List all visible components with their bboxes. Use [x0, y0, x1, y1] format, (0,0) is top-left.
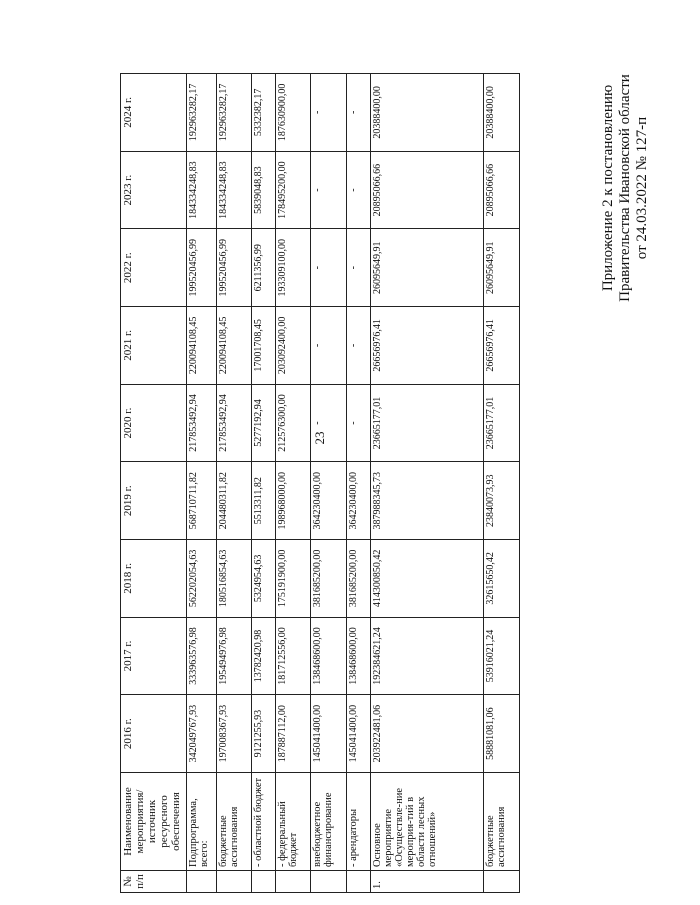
value-cell: 198968000,00 [275, 462, 311, 540]
table-header-row [121, 74, 187, 893]
annex-line-3: от 24.03.2022 № 127-п [634, 116, 650, 260]
value-cell: 5277192,94 [252, 384, 276, 462]
value-cell: 23665177,01 [370, 384, 484, 462]
row-name-cell: внебюджетное финансирование [311, 773, 347, 871]
value-cell: 387988345,73 [370, 462, 484, 540]
value-cell: - [346, 74, 370, 152]
table-row [370, 74, 484, 893]
value-cell: 184334248,83 [187, 151, 217, 229]
value-cell: 204480311,82 [216, 462, 252, 540]
value-cell: 6211356,99 [252, 229, 276, 307]
value-cell: 199520456,99 [187, 229, 217, 307]
header-cell: 2019 г. [121, 462, 187, 540]
row-name-cell: - областной бюджет [252, 773, 276, 871]
value-cell: 562202054,63 [187, 540, 217, 618]
value-cell: 20895066,66 [484, 151, 520, 229]
value-cell: 381685200,00 [311, 540, 347, 618]
value-cell: 175191900,00 [275, 540, 311, 618]
value-cell: 5324954,63 [252, 540, 276, 618]
value-cell: 184334248,83 [216, 151, 252, 229]
value-cell: 9121255,93 [252, 695, 276, 773]
value-cell: 192963282,17 [216, 74, 252, 152]
value-cell: 333963576,98 [187, 617, 217, 695]
value-cell: 138468600,00 [311, 617, 347, 695]
value-cell: 26095649,91 [370, 229, 484, 307]
table-row [275, 74, 311, 893]
value-cell: 5839048,83 [252, 151, 276, 229]
value-cell: 195494976,98 [216, 617, 252, 695]
header-cell: 2017 г. [121, 617, 187, 695]
value-cell: 20895066,66 [370, 151, 484, 229]
header-cell: 2024 г. [121, 74, 187, 152]
row-name-cell: бюджетные ассигнования [216, 773, 252, 871]
header-cell: 2023 г. [121, 151, 187, 229]
value-cell: 414300850,42 [370, 540, 484, 618]
value-cell: 5513311,82 [252, 462, 276, 540]
value-cell: - [311, 384, 347, 462]
value-cell: - [346, 384, 370, 462]
table-row [216, 74, 252, 893]
value-cell: 145041400,00 [346, 695, 370, 773]
value-cell: 138468600,00 [346, 617, 370, 695]
value-cell: 26656976,41 [370, 307, 484, 385]
value-cell: 180516854,63 [216, 540, 252, 618]
value-cell: 53916021,24 [484, 617, 520, 695]
value-cell: - [311, 307, 347, 385]
value-cell: 20388400,00 [370, 74, 484, 152]
row-number-cell [275, 871, 311, 893]
value-cell: 203092400,00 [275, 307, 311, 385]
funding-table-container [120, 73, 520, 893]
value-cell: 32615650,42 [484, 540, 520, 618]
funding-table [120, 73, 520, 893]
value-cell: 187630900,00 [275, 74, 311, 152]
value-cell: 187887112,00 [275, 695, 311, 773]
value-cell: - [311, 74, 347, 152]
row-name-cell: Основное мероприятие «Осуществле-ние мероприя-тий в области лесных отношений» [370, 773, 484, 871]
value-cell: 364230400,00 [311, 462, 347, 540]
value-cell: 220094108,45 [187, 307, 217, 385]
row-number-cell [187, 871, 217, 893]
row-number-cell [311, 871, 347, 893]
value-cell: 26656976,41 [484, 307, 520, 385]
value-cell: 197008367,93 [216, 695, 252, 773]
value-cell: 13782420,98 [252, 617, 276, 695]
value-cell: 203922481,06 [370, 695, 484, 773]
value-cell: 212576300,00 [275, 384, 311, 462]
value-cell: 220094108,45 [216, 307, 252, 385]
header-cell: № п/п [121, 871, 187, 893]
value-cell: 342049767,93 [187, 695, 217, 773]
value-cell: 178495200,00 [275, 151, 311, 229]
row-number-cell [216, 871, 252, 893]
row-number-cell [252, 871, 276, 893]
header-cell: 2021 г. [121, 307, 187, 385]
value-cell: 17001708,45 [252, 307, 276, 385]
header-cell: 2020 г. [121, 384, 187, 462]
value-cell: 192963282,17 [187, 74, 217, 152]
row-number-cell: 1. [370, 871, 484, 893]
table-row [252, 74, 276, 893]
value-cell: - [311, 229, 347, 307]
header-cell: Наименование мероприятия/ источник ресурсного обеспечения [121, 773, 187, 871]
annex-header [600, 0, 700, 398]
value-cell: - [346, 229, 370, 307]
row-number-cell [484, 871, 520, 893]
value-cell: 20388400,00 [484, 74, 520, 152]
table-row [346, 74, 370, 893]
value-cell: 217853492,94 [187, 384, 217, 462]
value-cell: 381685200,00 [346, 540, 370, 618]
value-cell: 199520456,99 [216, 229, 252, 307]
table-row [187, 74, 217, 893]
header-cell: 2022 г. [121, 229, 187, 307]
value-cell: 23840073,93 [484, 462, 520, 540]
table-row [484, 74, 520, 893]
value-cell: 23665177,01 [484, 384, 520, 462]
value-cell: 192384621,24 [370, 617, 484, 695]
annex-line-2: Правительства Ивановской области [617, 74, 633, 302]
row-name-cell: бюджетные ассигнования [484, 773, 520, 871]
value-cell: 145041400,00 [311, 695, 347, 773]
row-number-cell [346, 871, 370, 893]
row-name-cell: - федеральный бюджет [275, 773, 311, 871]
annex-line-1: Приложение 2 к постановлению [600, 84, 616, 292]
row-name-cell: - арендаторы [346, 773, 370, 871]
value-cell: 58881081,06 [484, 695, 520, 773]
value-cell: 26095649,91 [484, 229, 520, 307]
value-cell: - [346, 307, 370, 385]
row-name-cell: Подпрограмма, всего: [187, 773, 217, 871]
value-cell: 5332382,17 [252, 74, 276, 152]
value-cell: 181712556,00 [275, 617, 311, 695]
value-cell: - [311, 151, 347, 229]
page-number: 23 [312, 431, 327, 445]
value-cell: 217853492,94 [216, 384, 252, 462]
header-cell: 2018 г. [121, 540, 187, 618]
value-cell: 568710711,82 [187, 462, 217, 540]
value-cell: 364230400,00 [346, 462, 370, 540]
value-cell: - [346, 151, 370, 229]
value-cell: 193309100,00 [275, 229, 311, 307]
table-row [311, 74, 347, 893]
header-cell: 2016 г. [121, 695, 187, 773]
